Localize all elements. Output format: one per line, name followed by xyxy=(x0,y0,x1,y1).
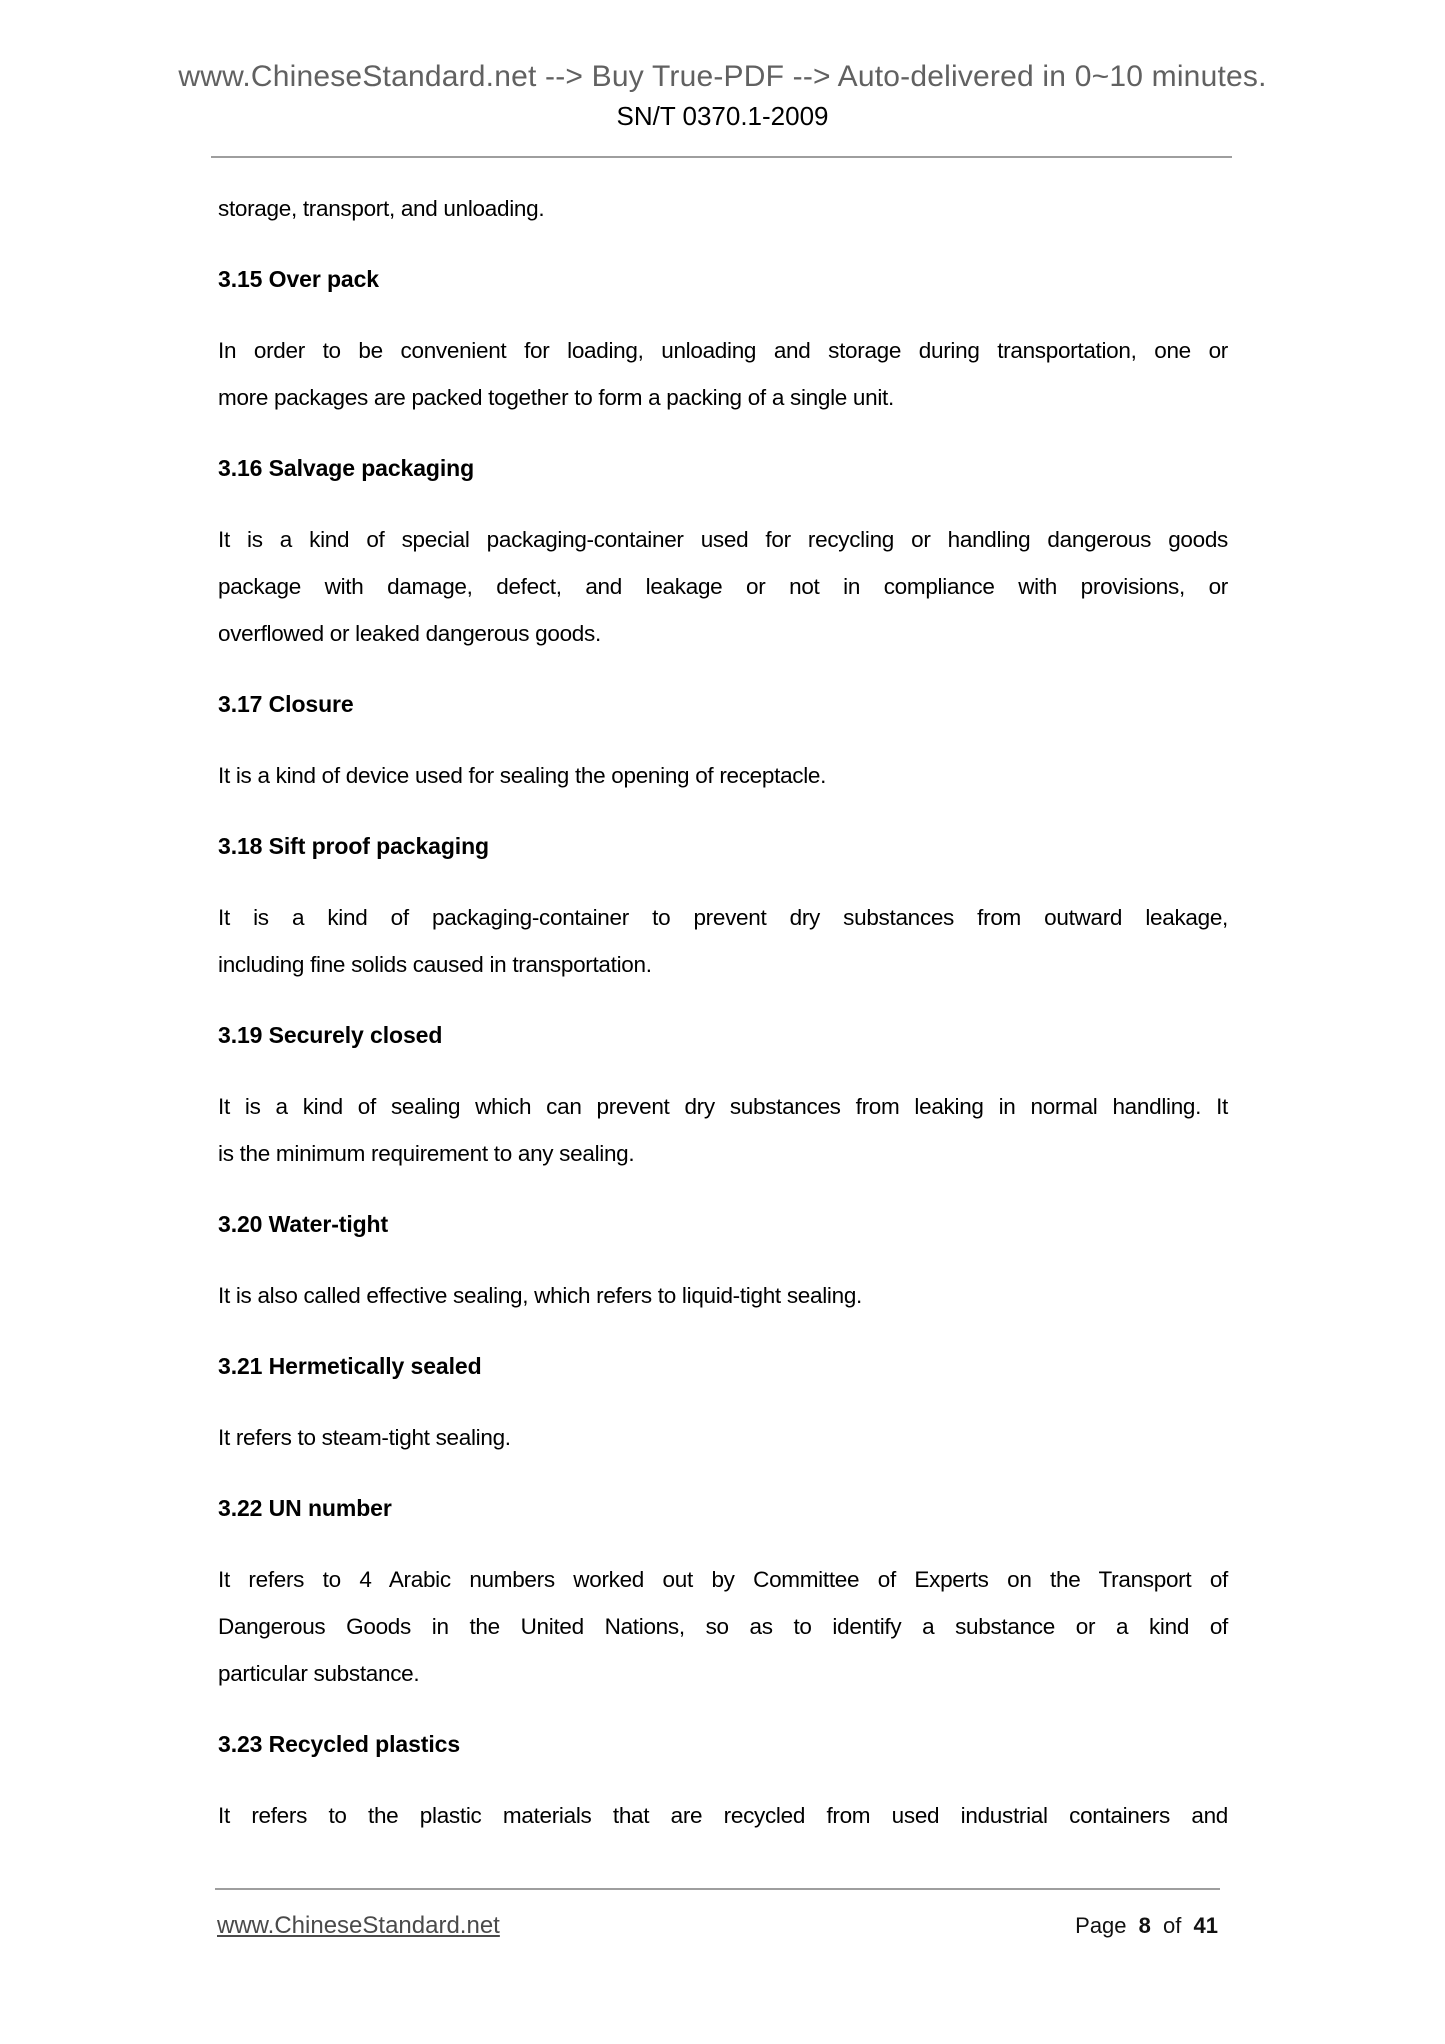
section-paragraph xyxy=(218,894,1228,988)
page-label: Page xyxy=(1075,1913,1127,1938)
section-heading: 3.20 Water-tight xyxy=(218,1211,389,1237)
section-heading: 3.22 UN number xyxy=(218,1495,392,1521)
paragraph-line: package with damage, defect, and leakage or not in compliance with provisions, or xyxy=(218,574,1228,599)
paragraph-line: particular substance. xyxy=(218,1661,420,1686)
paragraph-line: It refers to 4 Arabic numbers worked out by Committee of Experts on the Transport of xyxy=(218,1567,1228,1592)
header-standard-code: SN/T 0370.1-2009 xyxy=(616,101,829,131)
section-heading: 3.18 Sift proof packaging xyxy=(218,833,489,859)
paragraph-line: storage, transport, and unloading. xyxy=(218,196,545,221)
document-body xyxy=(218,185,1228,1863)
page-footer xyxy=(217,1910,1218,1942)
section-paragraph xyxy=(218,1083,1228,1177)
paragraph-line: It is a kind of sealing which can prevent dry substances from leaking in normal handling. It xyxy=(218,1094,1228,1119)
footer-site-link[interactable]: www.ChineseStandard.net xyxy=(217,1912,500,1939)
section-heading: 3.21 Hermetically sealed xyxy=(218,1353,482,1379)
page-number: 8 xyxy=(1138,1913,1151,1938)
section-heading: 3.15 Over pack xyxy=(218,266,379,292)
footer-divider xyxy=(215,1888,1220,1890)
header-divider xyxy=(211,156,1232,158)
header-promo-text: www.ChineseStandard.net --> Buy True-PDF --> Auto-delivered in 0~10 minutes. xyxy=(178,60,1267,93)
section-paragraph xyxy=(218,1792,1228,1839)
paragraph-line: overflowed or leaked dangerous goods. xyxy=(218,621,601,646)
section-paragraph xyxy=(218,327,1228,421)
paragraph-line: It refers to steam-tight sealing. xyxy=(218,1425,511,1450)
section-paragraph xyxy=(218,1556,1228,1697)
page-of-label: of xyxy=(1163,1913,1182,1938)
paragraph-line: more packages are packed together to form a packing of a single unit. xyxy=(218,385,894,410)
paragraph-line: Dangerous Goods in the United Nations, so as to identify a substance or a kind of xyxy=(218,1614,1228,1639)
paragraph-line: It is a kind of packaging-container to prevent dry substances from outward leakage, xyxy=(218,905,1228,930)
section-paragraph xyxy=(218,1272,1228,1319)
section-paragraph xyxy=(218,516,1228,657)
paragraph-line: It is a kind of device used for sealing the opening of receptacle. xyxy=(218,763,827,788)
section-heading: 3.19 Securely closed xyxy=(218,1022,443,1048)
section-paragraph xyxy=(218,1414,1228,1461)
paragraph-line: It refers to the plastic materials that are recycled from used industrial containers and xyxy=(218,1803,1228,1828)
paragraph-line: It is also called effective sealing, which refers to liquid-tight sealing. xyxy=(218,1283,862,1308)
paragraph-line: It is a kind of special packaging-container used for recycling or handling dangerous goods xyxy=(218,527,1228,552)
paragraph-line: In order to be convenient for loading, unloading and storage during transportation, one or xyxy=(218,338,1228,363)
footer-page-indicator xyxy=(1075,1910,1218,1942)
paragraph-continuation xyxy=(218,185,1228,232)
paragraph-line: is the minimum requirement to any sealing. xyxy=(218,1141,635,1166)
section-heading: 3.23 Recycled plastics xyxy=(218,1731,461,1757)
paragraph-line: including fine solids caused in transportation. xyxy=(218,952,652,977)
section-heading: 3.17 Closure xyxy=(218,691,354,717)
section-paragraph xyxy=(218,752,1228,799)
section-heading: 3.16 Salvage packaging xyxy=(218,455,475,481)
page-total: 41 xyxy=(1193,1913,1218,1938)
